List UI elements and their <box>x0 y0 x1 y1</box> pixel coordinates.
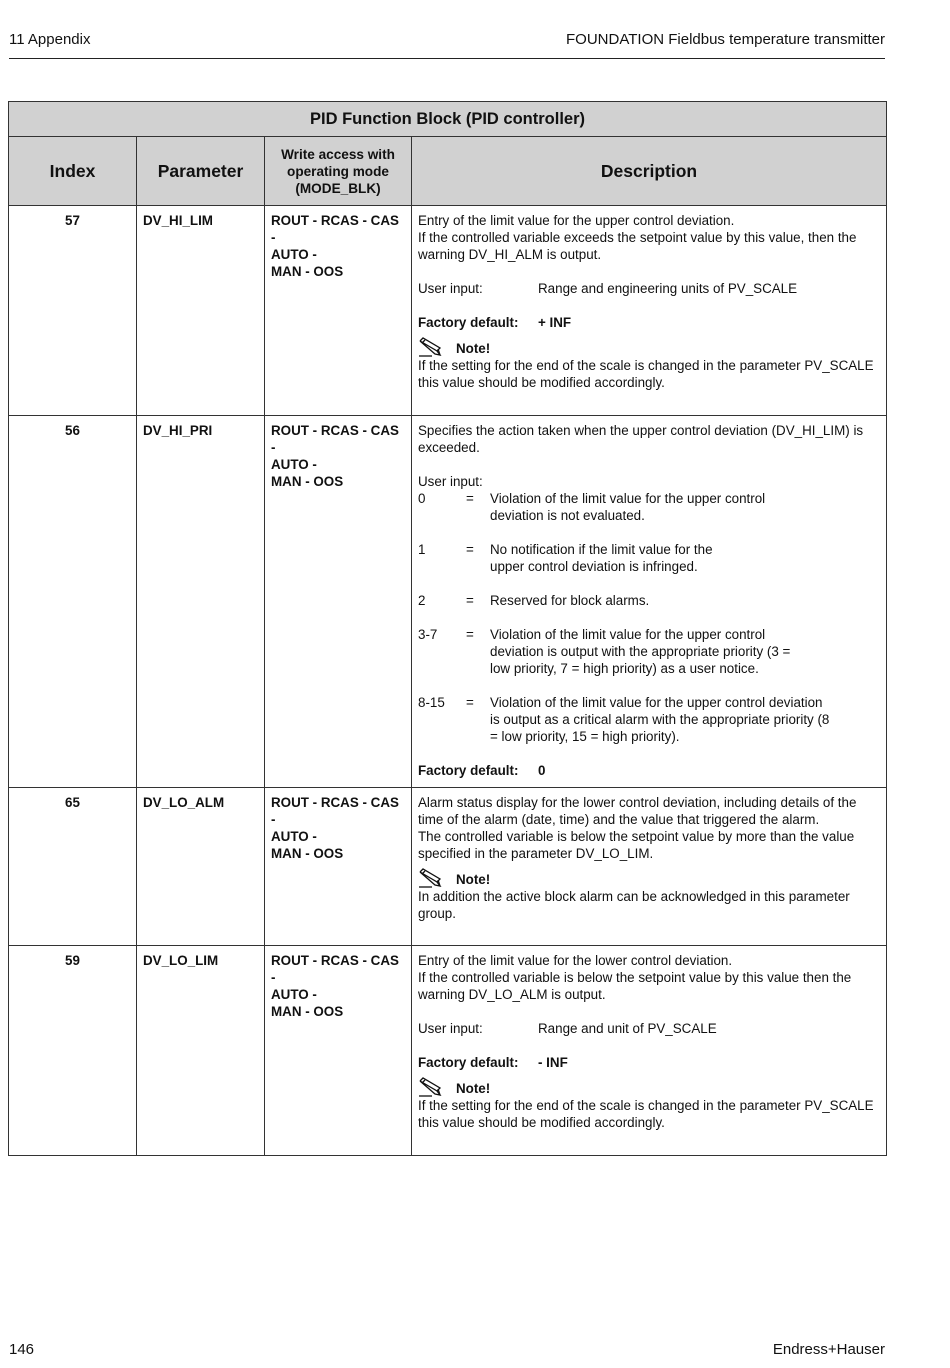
option-item <box>418 694 880 745</box>
factory-default-value: 0 <box>538 763 546 778</box>
note-label: Note! <box>456 872 491 887</box>
mode-line: MAN - OOS <box>271 1004 344 1019</box>
write-access-line-1: Write access with <box>281 146 395 162</box>
option-equals: = <box>466 542 474 557</box>
row-index: 65 <box>9 788 137 946</box>
factory-default <box>418 762 880 779</box>
option-text: Violation of the limit value for the upper control deviation is output as a critical alarm with the appropriate priority (8 = low priority, 15 = high priority). <box>490 695 830 744</box>
factory-default-label: Factory default: <box>418 1055 519 1070</box>
column-header-description: Description <box>412 137 887 206</box>
row-parameter: DV_LO_ALM <box>137 788 265 946</box>
table-row <box>9 946 887 1156</box>
option-text: Reserved for block alarms. <box>490 593 650 608</box>
page-number: 146 <box>9 1341 35 1358</box>
table-row <box>9 416 887 788</box>
header-chapter: 11 Appendix <box>9 31 91 48</box>
mode-line: AUTO - <box>271 987 317 1002</box>
column-header-index: Index <box>9 137 137 206</box>
row-description <box>412 788 887 946</box>
option-equals: = <box>466 491 474 506</box>
note-heading <box>418 331 880 357</box>
row-description <box>412 946 887 1156</box>
header-document-title: FOUNDATION Fieldbus temperature transmitter <box>566 31 885 48</box>
write-access-line-3: (MODE_BLK) <box>295 180 381 196</box>
factory-default-value: - INF <box>538 1055 568 1070</box>
note-label: Note! <box>456 341 491 356</box>
mode-line: MAN - OOS <box>271 474 344 489</box>
note-text: If the setting for the end of the scale is changed in the parameter PV_SCALE this value should be modified accordingly. <box>418 1098 874 1130</box>
mode-line: MAN - OOS <box>271 264 344 279</box>
description-text: If the controlled variable exceeds the setpoint value by this value, then the warning DV_HI_ALM is output. <box>418 230 857 262</box>
mode-line: MAN - OOS <box>271 846 344 861</box>
option-equals: = <box>466 593 474 608</box>
row-write-access <box>265 946 412 1156</box>
description-text: Specifies the action taken when the upper control deviation (DV_HI_LIM) is exceeded. <box>418 423 864 455</box>
note-text: In addition the active block alarm can be acknowledged in this parameter group. <box>418 889 850 921</box>
description-text: If the controlled variable is below the setpoint value by this value then the warning DV_LO_ALM is output. <box>418 970 852 1002</box>
option-value: 1 <box>418 542 426 557</box>
row-write-access <box>265 206 412 416</box>
option-text: Violation of the limit value for the upper control deviation is output with the appropriate priority (3 = low priority, 7 = high priority) as a user notice. <box>490 627 791 676</box>
pencil-note-icon <box>418 337 446 357</box>
user-input-label: User input: <box>418 281 483 296</box>
user-input-value: Range and engineering units of PV_SCALE <box>538 281 798 296</box>
factory-default <box>418 1054 880 1071</box>
mode-line: AUTO - <box>271 457 317 472</box>
user-input-value: Range and unit of PV_SCALE <box>538 1021 717 1036</box>
mode-line: ROUT - RCAS - CAS - <box>271 423 399 455</box>
header-divider <box>9 58 885 59</box>
column-header-write-access <box>265 137 412 206</box>
factory-default <box>418 314 880 331</box>
option-value: 0 <box>418 491 426 506</box>
table-row <box>9 206 887 416</box>
option-item <box>418 626 880 677</box>
write-access-line-2: operating mode <box>287 163 389 179</box>
option-equals: = <box>466 695 474 710</box>
pid-parameter-table <box>8 101 887 1156</box>
user-input <box>418 1020 880 1037</box>
description-text: Alarm status display for the lower control deviation, including details of the time of the alarm (date, time) and the value that triggered the alarm. <box>418 795 857 827</box>
row-description <box>412 416 887 788</box>
option-value: 2 <box>418 593 426 608</box>
brand-name: Endress+Hauser <box>772 1341 885 1358</box>
description-text: Entry of the limit value for the lower control deviation. <box>418 953 733 968</box>
row-index: 59 <box>9 946 137 1156</box>
option-item <box>418 592 880 609</box>
note-label: Note! <box>456 1081 491 1096</box>
row-index: 56 <box>9 416 137 788</box>
table-title: PID Function Block (PID controller) <box>9 102 887 137</box>
row-parameter: DV_HI_PRI <box>137 416 265 788</box>
note-text: If the setting for the end of the scale is changed in the parameter PV_SCALE this value should be modified accordingly. <box>418 358 874 390</box>
row-write-access <box>265 416 412 788</box>
column-header-parameter: Parameter <box>137 137 265 206</box>
option-item <box>418 541 880 575</box>
option-text: Violation of the limit value for the upper control deviation is not evaluated. <box>490 491 766 523</box>
pencil-note-icon <box>418 868 446 888</box>
option-item <box>418 490 880 524</box>
note-heading <box>418 1071 880 1097</box>
factory-default-value: + INF <box>538 315 572 330</box>
description-text: The controlled variable is below the setpoint value by more than the value specified in the parameter DV_LO_LIM. <box>418 829 855 861</box>
option-text: No notification if the limit value for the upper control deviation is infringed. <box>490 542 713 574</box>
mode-line: AUTO - <box>271 829 317 844</box>
user-input-label: User input: <box>418 1021 483 1036</box>
user-input <box>418 280 880 297</box>
factory-default-label: Factory default: <box>418 763 519 778</box>
row-index: 57 <box>9 206 137 416</box>
user-input-label: User input: <box>418 474 483 489</box>
row-write-access <box>265 788 412 946</box>
mode-line: ROUT - RCAS - CAS - <box>271 213 399 245</box>
table-row <box>9 788 887 946</box>
factory-default-label: Factory default: <box>418 315 519 330</box>
row-parameter: DV_HI_LIM <box>137 206 265 416</box>
option-value: 3-7 <box>418 627 438 642</box>
row-description <box>412 206 887 416</box>
mode-line: AUTO - <box>271 247 317 262</box>
mode-line: ROUT - RCAS - CAS - <box>271 953 399 985</box>
mode-line: ROUT - RCAS - CAS - <box>271 795 399 827</box>
row-parameter: DV_LO_LIM <box>137 946 265 1156</box>
description-text: Entry of the limit value for the upper control deviation. <box>418 213 735 228</box>
option-equals: = <box>466 627 474 642</box>
option-value: 8-15 <box>418 695 445 710</box>
pencil-note-icon <box>418 1077 446 1097</box>
note-heading <box>418 862 880 888</box>
